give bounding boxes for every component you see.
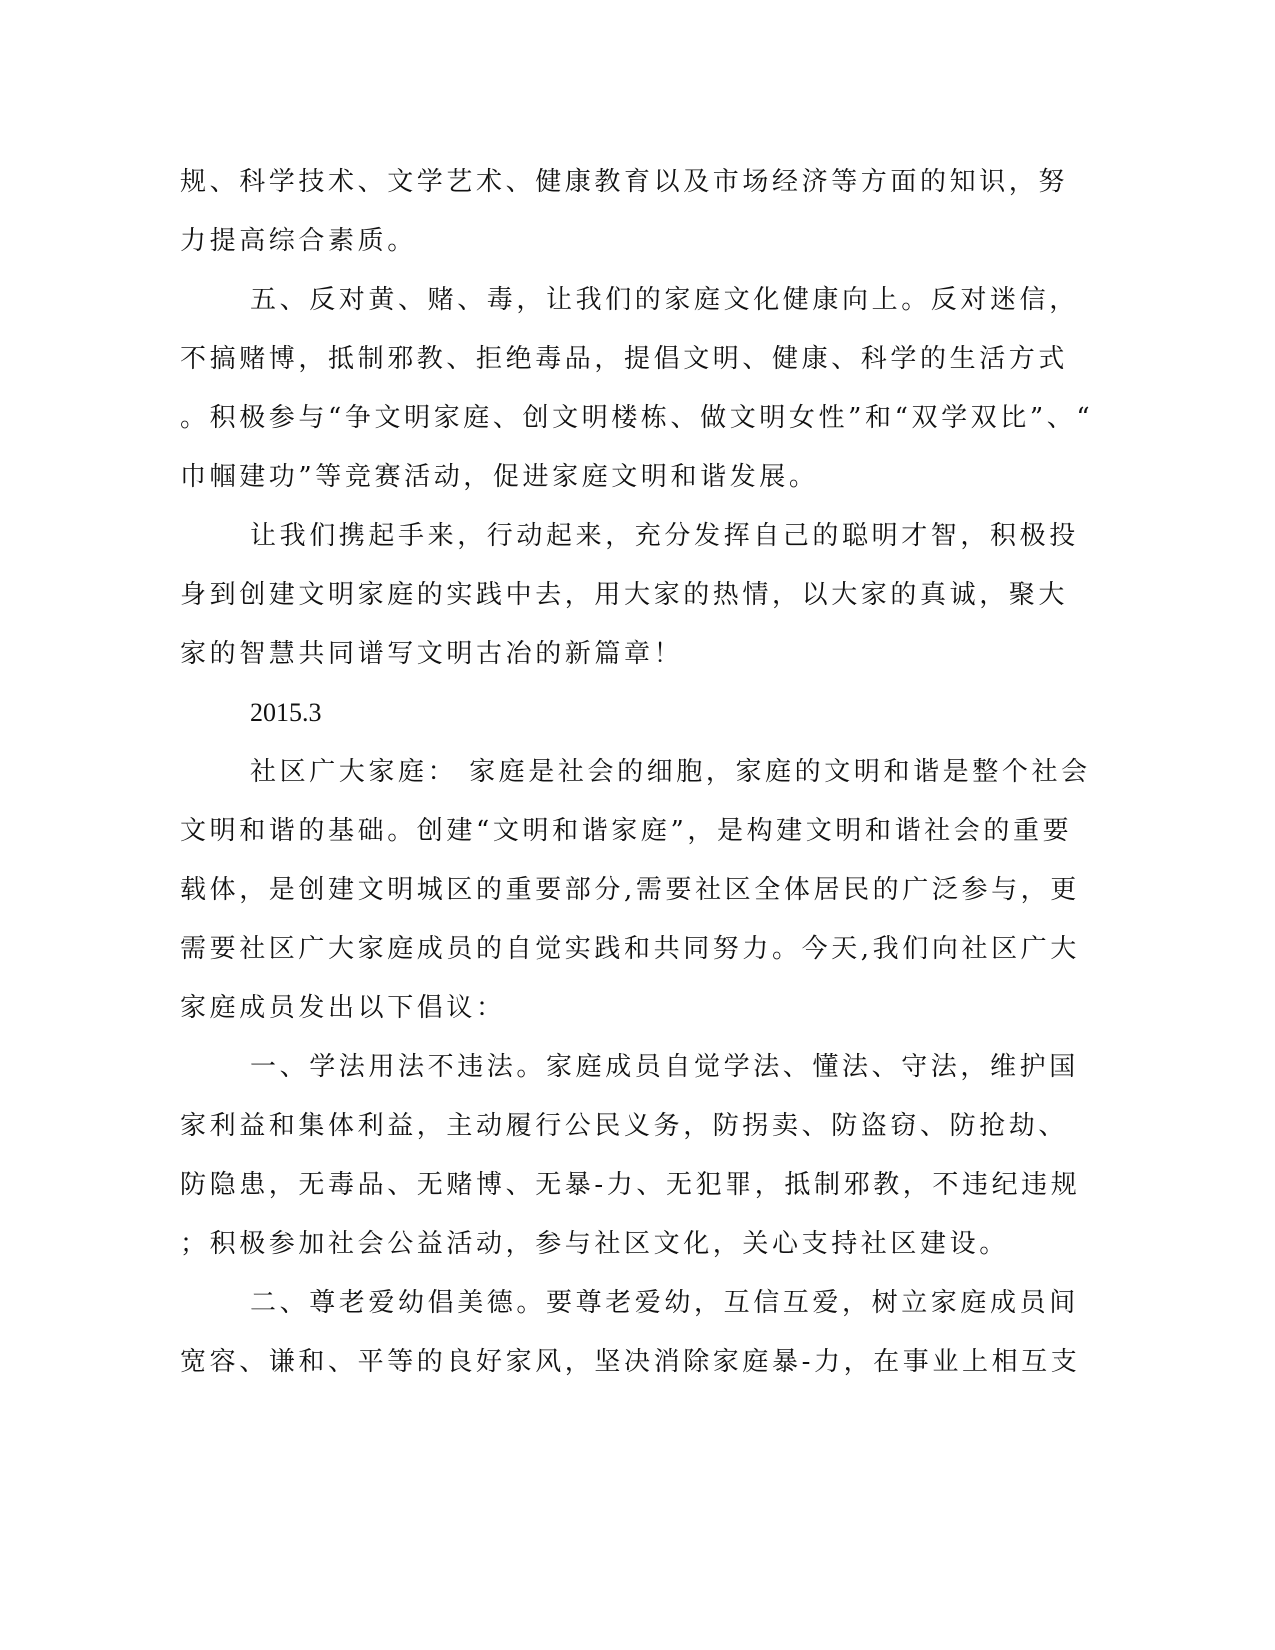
text-line: 一、学法用法不违法。家庭成员自觉学法、懂法、守法，维护国: [250, 1052, 1079, 1082]
text-line: 家的智慧共同谱写文明古冶的新篇章！: [180, 639, 684, 669]
text-line: 巾帼建功”等竞赛活动，促进家庭文明和谐发展。: [180, 462, 819, 492]
text-line: 不搞赌博，抵制邪教、拒绝毒品，提倡文明、健康、科学的生活方式: [180, 344, 1069, 374]
text-line: 载体，是创建文明城区的重要部分,需要社区全体居民的广泛参与，更: [180, 875, 1080, 905]
text-line: 五、反对黄、赌、毒，让我们的家庭文化健康向上。反对迷信，: [250, 285, 1079, 315]
text-line: 文明和谐的基础。创建“文明和谐家庭”，是构建文明和谐社会的重要: [180, 816, 1073, 846]
text-line: 身到创建文明家庭的实践中去，用大家的热情，以大家的真诚，聚大: [180, 580, 1069, 610]
text-line: ；积极参加社会公益活动，参与社区文化，关心支持社区建设。: [180, 1229, 1009, 1259]
text-line: 二、尊老爱幼倡美德。要尊老爱幼，互信互爱，树立家庭成员间: [250, 1288, 1079, 1318]
text-line: 力提高综合素质。: [180, 226, 417, 256]
text-line: 防隐患，无毒品、无赌博、无暴-力、无犯罪，抵制邪教，不违纪违规: [180, 1170, 1081, 1200]
text-line: 家庭成员发出以下倡议：: [180, 993, 506, 1023]
text-line: 。积极参与“争文明家庭、创文明楼栋、做文明女性”和“双学双比”、“: [180, 403, 1094, 433]
text-line: 规、科学技术、文学艺术、健康教育以及市场经济等方面的知识，努: [180, 167, 1069, 197]
text-line: 家利益和集体利益，主动履行公民义务，防拐卖、防盗窃、防抢劫、: [180, 1111, 1069, 1141]
text-line: 让我们携起手来，行动起来，充分发挥自己的聪明才智，积极投: [250, 521, 1079, 551]
text-line: 需要社区广大家庭成员的自觉实践和共同努力。今天,我们向社区广大: [180, 934, 1080, 964]
date-line: 2015.3: [250, 698, 322, 727]
text-line: 宽容、谦和、平等的良好家风，坚决消除家庭暴-力，在事业上相互支: [180, 1347, 1081, 1377]
text-line: 社区广大家庭： 家庭是社会的细胞，家庭的文明和谐是整个社会: [250, 757, 1091, 787]
